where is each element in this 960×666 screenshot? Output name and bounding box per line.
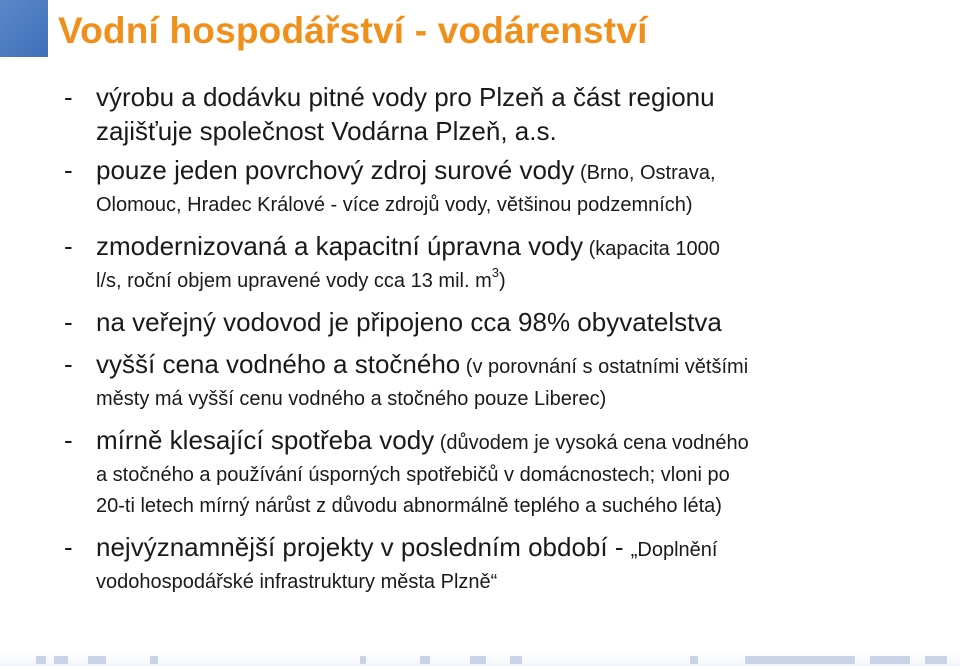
bullet-text: výrobu a dodávku pitné vody pro Plzeň a část regionu [96, 82, 715, 112]
bullet-dash: - [64, 307, 73, 337]
bullet-text: mírně klesající spotřeba vody [96, 425, 435, 455]
bullet-item [64, 423, 944, 522]
bullet-dash: - [64, 82, 73, 112]
bullet-note: (Brno, Ostrava, [574, 162, 716, 184]
bullet-text: nejvýznamnější projekty v posledním období - [96, 532, 631, 562]
bullet-note: vodohospodářské infrastruktury města Plzně“ [96, 571, 498, 593]
bullet-text: zmodernizovaná a kapacitní úpravna vody [96, 231, 584, 261]
bullet-note: (důvodem je vysoká cena vodného [434, 432, 749, 454]
bullet-item [64, 530, 944, 598]
title-accent-square [0, 0, 48, 57]
bullet-note: (v porovnání s ostatními většími [460, 356, 749, 378]
bullet-item [64, 229, 944, 297]
bullet-dash: - [64, 532, 73, 562]
footer-decoration [0, 652, 960, 666]
superscript: 3 [491, 265, 499, 281]
bullet-dash: - [64, 349, 73, 379]
bullet-note: „Doplnění [630, 539, 718, 561]
bullet-note: a stočného a používání úsporných spotřebičů v domácnostech; vloni po [96, 464, 730, 486]
bullet-note: městy má vyšší cenu vodného a stočného pouze Liberec) [96, 388, 607, 410]
bullet-item [64, 305, 944, 339]
bullet-note: l/s, roční objem upravené vody cca 13 mil. m [96, 270, 492, 292]
bullet-item [64, 153, 944, 221]
bullet-dash: - [64, 155, 73, 185]
slide-title: Vodní hospodářství - vodárenství [58, 10, 648, 51]
bullet-note: Olomouc, Hradec Králové - více zdrojů vody, většinou podzemních) [96, 194, 693, 216]
bullet-note: ) [498, 270, 506, 292]
bullet-item [64, 80, 944, 148]
bullet-list [64, 80, 944, 598]
bullet-item [64, 347, 944, 415]
bullet-text: vyšší cena vodného a stočného [96, 349, 461, 379]
bullet-dash: - [64, 231, 73, 261]
bullet-dash: - [64, 425, 73, 455]
bullet-text: na veřejný vodovod je připojeno cca 98% obyvatelstva [96, 307, 722, 337]
bullet-text: pouze jeden povrchový zdroj surové vody [96, 155, 575, 185]
bullet-text: zajišťuje společnost Vodárna Plzeň, a.s. [96, 116, 557, 146]
bullet-note: 20-ti letech mírný nárůst z důvodu abnormálně teplého a suchého léta) [96, 495, 722, 517]
bullet-note: (kapacita 1000 [583, 238, 720, 260]
